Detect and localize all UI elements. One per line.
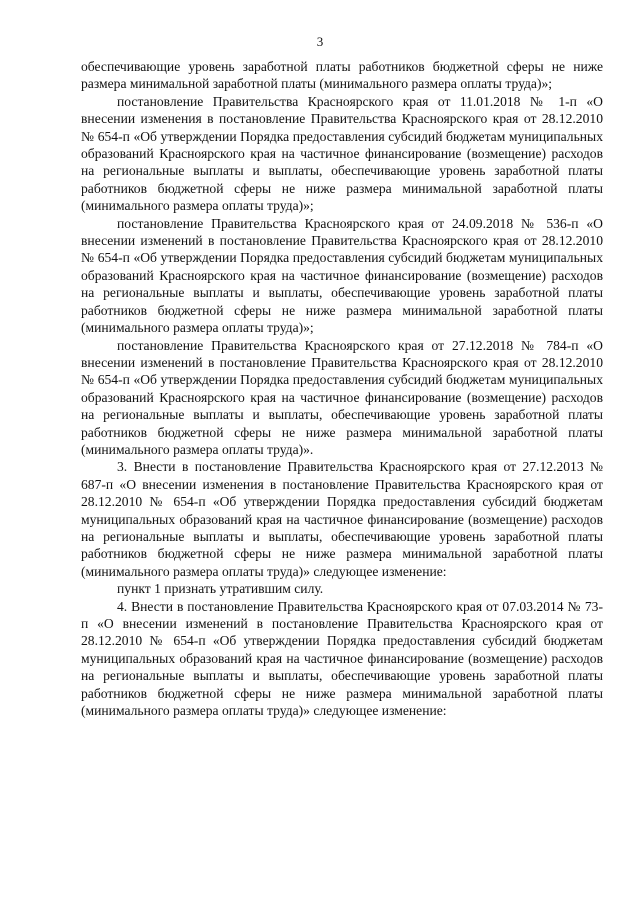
page-number: 3 [316,34,324,49]
paragraph-resolution-1p: постановление Правительства Красноярского края от 11.01.2018 № 1-п «О внесении изменения в постановление Правительства Красноярского края от 28.12.2010 № 654-п «Об утверждении Порядка предоставления субсидий бюджетам муниципальных образований Красноярского края на частичное финансирование (возмещение) расходов на региональные выплаты и выплаты, обеспечивающие уровень заработной платы работников бюджетной сферы не ниже размера минимальной заработной платы (минимального размера оплаты труда)»; [81,93,603,214]
paragraph-item-4: 4. Внести в постановление Правительства Красноярского края от 07.03.2014 № 73-п «О внесении изменений в постановление Правительства Красноярского края от 28.12.2010 № 654-п «Об утверждении Порядка предоставления субсидий бюджетам муниципальных образований края на частичное финансирование (возмещение) расходов на региональные выплаты и выплаты, обеспечивающие уровень заработной платы работников бюджетной сферы не ниже размера минимальной заработной платы (минимального размера оплаты труда)» следующее изменение: [81,598,603,719]
paragraph-continuation: обеспечивающие уровень заработной платы работников бюджетной сферы не ниже размера минимальной заработной платы (минимального размера оплаты труда)»; [81,59,603,92]
document-body [81,58,603,719]
paragraph-resolution-536p: постановление Правительства Красноярского края от 24.09.2018 № 536-п «О внесении изменений в постановление Правительства Красноярского края от 28.12.2010 № 654-п «Об утверждении Порядка предоставления субсидий бюджетам муниципальных образований Красноярского края на частичное финансирование (возмещение) расходов на региональные выплаты и выплаты, обеспечивающие уровень заработной платы работников бюджетной сферы не ниже размера минимальной заработной платы (минимального размера оплаты труда)»; [81,215,603,336]
paragraph-item-3-change: пункт 1 признать утратившим силу. [117,581,324,597]
paragraph-resolution-784p: постановление Правительства Красноярского края от 27.12.2018 № 784-п «О внесении изменений в постановление Правительства Красноярского края от 28.12.2010 № 654-п «Об утверждении Порядка предоставления субсидий бюджетам муниципальных образований Красноярского края на частичное финансирование (возмещение) расходов на региональные выплаты и выплаты, обеспечивающие уровень заработной платы работников бюджетной сферы не ниже размера минимальной заработной платы (минимального размера оплаты труда)». [81,337,603,457]
paragraph-item-3: 3. Внести в постановление Правительства Красноярского края от 27.12.2013 № 687-п «О внесении изменения в постановление Правительства Красноярского края от 28.12.2010 № 654-п «Об утверждении Порядка предоставления субсидий бюджетам муниципальных образований края на частичное финансирование (возмещение) расходов на региональные выплаты и выплаты, обеспечивающие уровень заработной платы работников бюджетной сферы не ниже размера минимальной заработной платы (минимального размера оплаты труда)» следующее изменение: [81,459,603,579]
